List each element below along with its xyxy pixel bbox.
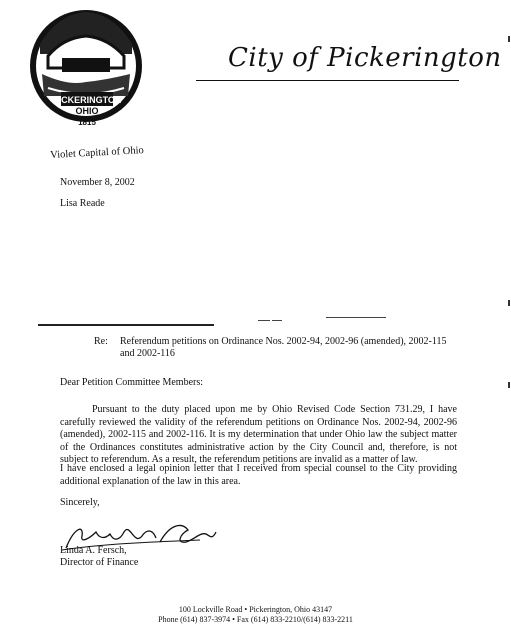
body-paragraph-2: I have enclosed a legal opinion letter that I received from special counsel to the City providing additional explanation of the law in this area.	[60, 463, 457, 487]
redaction-line	[272, 320, 282, 321]
seal-state-text: OHIO	[75, 106, 99, 116]
footer-phone: Phone (614) 837-3974 • Fax (614) 833-2210/(614) 833-2211	[158, 615, 353, 624]
scan-mark	[508, 36, 510, 42]
title-divider	[196, 80, 459, 81]
subject-text: Referendum petitions on Ordinance Nos. 2002-94, 2002-96 (amended), 2002-115 and 2002-116	[120, 336, 447, 359]
body-paragraph-1: Pursuant to the duty placed upon me by Ohio Revised Code Section 731.29, I have carefully reviewed the validity of the referendum petitions on Ordinance Nos. 2002-94, 2002-96 (amended), 2002-115 and 2002-116. It is my determination that under Ohio law the subject matter of the Ordinances constitutes administrative action by the City Council and, therefore, is not subject to referendum. As a result, the referendum petitions are invalid as a matter of law.	[60, 404, 457, 465]
redaction-line	[326, 317, 386, 318]
letter-date: November 8, 2002	[60, 177, 135, 188]
closing: Sincerely,	[60, 497, 100, 508]
scan-mark	[508, 382, 510, 388]
city-tagline: Violet Capital of Ohio	[50, 145, 145, 161]
recipient-name: Lisa Reade	[60, 198, 105, 209]
redaction-line	[258, 320, 270, 321]
salutation: Dear Petition Committee Members:	[60, 377, 204, 388]
signer-name: Linda A. Fersch,	[60, 545, 127, 556]
signer-title: Director of Finance	[60, 557, 139, 568]
scan-mark	[508, 300, 510, 306]
city-name-heading: City of Pickerington	[228, 43, 502, 73]
footer-address: 100 Lockville Road • Pickerington, Ohio 43147	[178, 605, 333, 614]
subject-label: Re:	[94, 336, 108, 347]
seal-year-text: 1815	[78, 118, 96, 127]
seal-name-text: PICKERINGTON	[52, 95, 122, 105]
city-seal	[28, 4, 146, 154]
redaction-line	[38, 324, 214, 326]
